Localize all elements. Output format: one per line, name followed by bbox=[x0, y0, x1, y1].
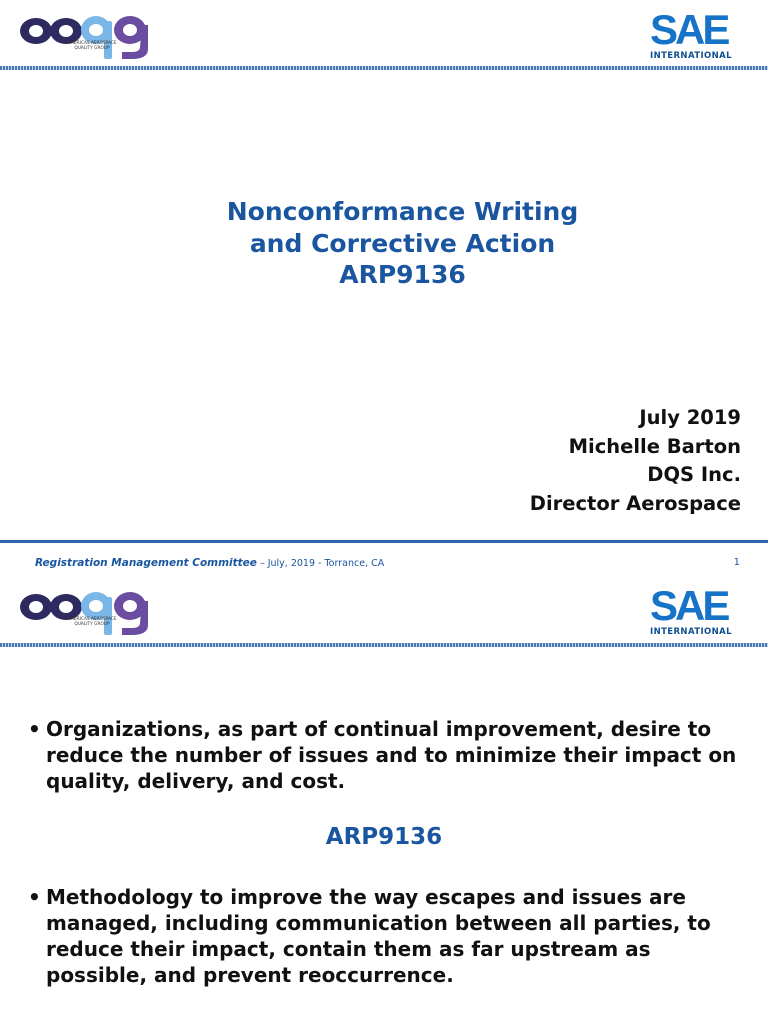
bullet-icon: • bbox=[28, 717, 41, 741]
footer-divider bbox=[0, 540, 768, 543]
sae-logo bbox=[648, 582, 734, 640]
header-divider bbox=[0, 66, 768, 70]
presenter-info bbox=[530, 404, 741, 518]
sae-logo-mark bbox=[648, 582, 734, 626]
footer-date-location: – July, 2019 - Torrance, CA bbox=[256, 558, 385, 569]
slide-2 bbox=[0, 576, 768, 1024]
title-line: Nonconformance Writing bbox=[226, 197, 579, 226]
svg-text:SAE: SAE bbox=[650, 582, 728, 626]
sae-logo bbox=[648, 6, 734, 64]
sae-subtitle: INTERNATIONAL bbox=[650, 627, 732, 637]
aaqg-subtitle: AMERICAS AEROSPACE QUALITY GROUP bbox=[67, 617, 117, 627]
slide-title bbox=[0, 196, 768, 291]
bullet-icon: • bbox=[28, 885, 41, 909]
aaqg-logo-mark bbox=[18, 581, 160, 637]
aaqg-logo-mark bbox=[18, 5, 160, 61]
section-heading: ARP9136 bbox=[325, 824, 443, 850]
presenter-company: DQS Inc. bbox=[647, 463, 741, 486]
footer-committee: Registration Management Committee bbox=[35, 557, 257, 569]
aaqg-logo bbox=[18, 5, 160, 61]
page-number: 1 bbox=[733, 557, 740, 568]
presenter-name: Michelle Barton bbox=[568, 434, 741, 458]
title-line: and Corrective Action bbox=[249, 228, 556, 258]
presenter-role: Director Aerospace bbox=[529, 491, 741, 515]
header-divider bbox=[0, 643, 768, 647]
bullet-text: Organizations, as part of continual improvement, desire to reduce the number of issues and to minimize their impact on quality, delivery, and cost. bbox=[46, 717, 737, 793]
presentation-date: July 2019 bbox=[639, 406, 741, 429]
bullet-text: Methodology to improve the way escapes and issues are managed, including communication between all parties, to reduce their impact, contain them as far upstream as possible, and prevent reoccurrence. bbox=[46, 885, 711, 987]
title-line: ARP9136 bbox=[339, 260, 466, 289]
aaqg-logo bbox=[18, 581, 160, 637]
aaqg-subtitle: AMERICAS AEROSPACE QUALITY GROUP bbox=[67, 41, 117, 51]
sae-logo-mark bbox=[648, 6, 734, 50]
footer-caption bbox=[35, 557, 384, 569]
sae-subtitle: INTERNATIONAL bbox=[650, 51, 732, 61]
svg-text:SAE: SAE bbox=[650, 6, 728, 50]
